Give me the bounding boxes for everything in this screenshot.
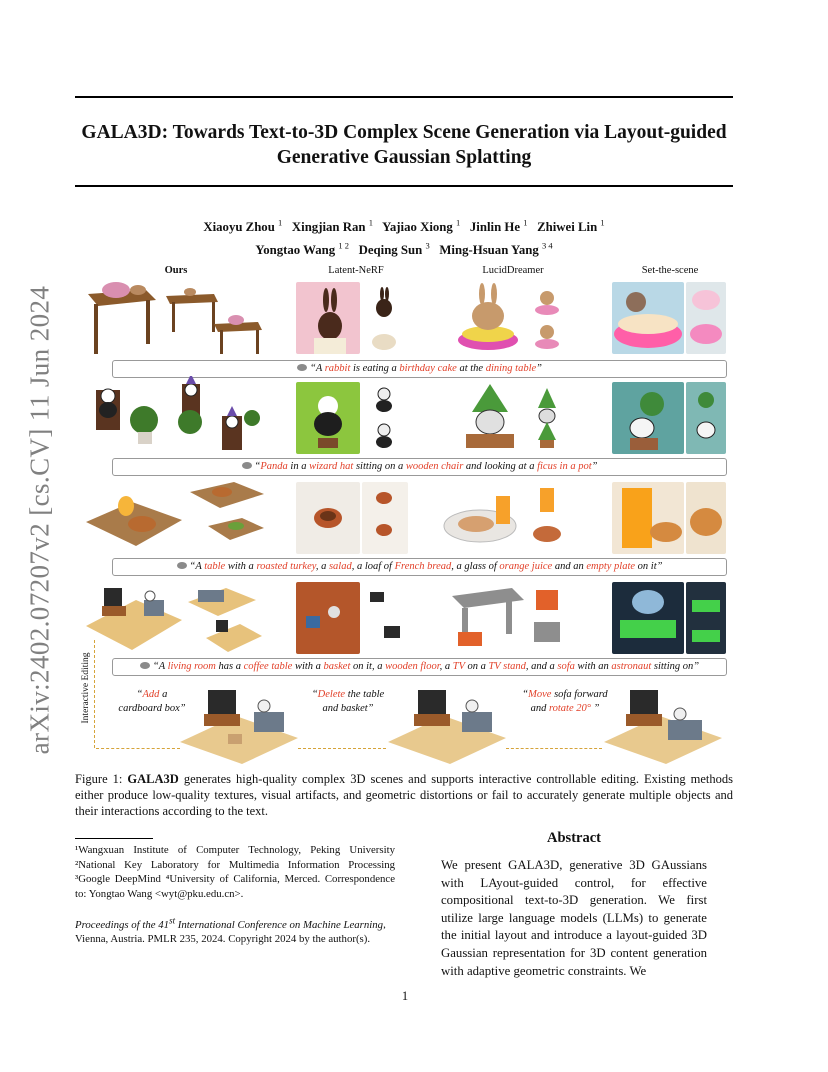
- latent-nerf-food-image-2: [362, 482, 408, 554]
- prompt-caption-panda: “Panda in a wizard hat sitting on a wooden chair and looking at a ficus in a pot”: [112, 458, 727, 476]
- highlighted-term: orange juice: [499, 561, 553, 572]
- author: Xingjian Ran $^1$: [291, 218, 373, 235]
- latent-nerf-living-room-image-1: [296, 582, 360, 654]
- author: Xiaoyu Zhou $^1$: [203, 218, 283, 235]
- page-number: 1: [401, 989, 409, 1003]
- abstract-text: We present GALA3D, generative 3D GAussians with LAyout-guided control, for effective compositional text-to-3D generation. We first utilize large language models (LLMs) to generate the initial layout and introduce a layout-guided 3D Gaussian representation for 3D content generation with adaptive geometric constraints. We: [441, 858, 707, 978]
- highlighted-term: rotate: [548, 703, 574, 714]
- edit-instruction-delete: “Delete the table and basket”: [311, 689, 385, 714]
- abstract-heading: Abstract: [547, 830, 601, 846]
- speech-bubble-icon: [177, 562, 187, 569]
- column-header-latent-nerf: Latent-NeRF: [328, 265, 384, 276]
- ours-living-room-scene-image: [86, 576, 266, 656]
- set-the-scene-panda-image-2: [686, 382, 726, 454]
- luciddreamer-panda-image-2: [530, 382, 564, 454]
- prompt-caption-living-room: “A living room has a coffee table with a basket on it, a wooden floor, a TV on a TV stand, and a sofa with an astronaut sitting on”: [112, 658, 727, 676]
- highlighted-term: TV stand: [488, 661, 526, 672]
- editing-arrow-3: [506, 748, 602, 749]
- proceedings-note: Proceedings of the 41st International Conference on Machine Learning, Vienna, Austria. PMLR 235, 2024. Copyright 2024 by the author(s).: [75, 915, 386, 946]
- author-line-2: [75, 236, 733, 258]
- luciddreamer-panda-image-1: [452, 382, 528, 454]
- top-rule: [75, 96, 733, 98]
- highlighted-term: astronaut: [611, 661, 652, 672]
- highlighted-term: Panda: [260, 461, 288, 472]
- latent-nerf-rabbit-image-1: [296, 282, 360, 354]
- column-header-set-the-scene: Set-the-scene: [641, 265, 699, 276]
- luciddreamer-rabbit-image-1: [452, 282, 528, 354]
- title-line-2: Generative Gaussian Splatting: [276, 147, 532, 168]
- interactive-editing-label: Interactive Editing: [81, 652, 91, 724]
- highlighted-term: Delete: [317, 689, 346, 700]
- highlighted-term: table: [204, 561, 226, 572]
- set-the-scene-food-image-1: [612, 482, 684, 554]
- interactive-editing-bracket: [94, 640, 96, 748]
- editing-arrow-1: [96, 748, 180, 749]
- latent-nerf-food-image-1: [296, 482, 360, 554]
- highlighted-term: wooden chair: [405, 461, 464, 472]
- edit-result-move-sofa-image: [604, 680, 722, 764]
- author-line-1: [75, 214, 733, 236]
- latent-nerf-panda-image-1: [296, 382, 360, 454]
- column-header-luciddreamer: LucidDreamer: [482, 265, 544, 276]
- latent-nerf-rabbit-image-2: [362, 282, 408, 354]
- luciddreamer-living-room-image-2: [530, 582, 564, 654]
- set-the-scene-rabbit-image-1: [612, 282, 684, 354]
- highlighted-term: birthday cake: [399, 363, 457, 374]
- arxiv-stamp: arXiv:2402.07207v2 [cs.CV] 11 Jun 2024: [24, 285, 55, 755]
- highlighted-term: sofa: [557, 661, 575, 672]
- highlighted-term: coffee table: [243, 661, 293, 672]
- highlighted-term: 20°: [576, 703, 591, 714]
- footnote-rule: [75, 838, 153, 839]
- highlighted-term: Add: [142, 689, 160, 700]
- author: Zhiwei Lin $^1$: [537, 218, 605, 235]
- highlighted-term: rabbit: [324, 363, 351, 374]
- title-bottom-rule: [75, 185, 733, 187]
- ours-rabbit-scene-image: [86, 274, 266, 358]
- highlighted-term: wooden floor: [385, 661, 440, 672]
- highlighted-term: basket: [323, 661, 351, 672]
- author-list: [75, 214, 733, 259]
- author: Yongtao Wang $^{1 2}$: [255, 240, 349, 257]
- highlighted-term: French bread: [394, 561, 452, 572]
- luciddreamer-rabbit-image-2: [530, 282, 564, 354]
- title-line-1: GALA3D: Towards Text-to-3D Complex Scene Generation via Layout-guided: [81, 122, 727, 143]
- edit-instruction-add: “Add a cardboard box”: [118, 689, 186, 714]
- figure-caption-bold: GALA3D: [127, 772, 179, 786]
- speech-bubble-icon: [140, 662, 150, 669]
- author: Deqing Sun $^3$: [358, 240, 430, 257]
- figure-caption-label: Figure 1:: [75, 772, 123, 786]
- luciddreamer-living-room-image-1: [448, 582, 528, 654]
- highlighted-term: dining table: [485, 363, 537, 374]
- set-the-scene-panda-image-1: [612, 382, 684, 454]
- author: Ming-Hsuan Yang $^{3 4}$: [439, 240, 553, 257]
- highlighted-term: ficus in a pot: [537, 461, 592, 472]
- column-header-ours: Ours: [164, 265, 188, 276]
- affiliations-footnote: ¹Wangxuan Institute of Computer Technology, Peking University ²National Key Laboratory for Multimedia Information Processing ³Google DeepMind ⁴University of California, Merced. Correspondence to: Yongtao Wang <wyt@pku.edu.cn>.: [75, 844, 395, 900]
- paper-title: [75, 120, 733, 170]
- set-the-scene-rabbit-image-2: [686, 282, 726, 354]
- latent-nerf-living-room-image-2: [362, 582, 408, 654]
- highlighted-term: wizard hat: [309, 461, 354, 472]
- author: Yajiao Xiong $^1$: [382, 218, 461, 235]
- editing-arrow-2: [298, 748, 386, 749]
- set-the-scene-food-image-2: [686, 482, 726, 554]
- ours-food-table-scene-image: [86, 476, 266, 556]
- ours-panda-scene-image: [86, 376, 266, 456]
- author: Jinlin He $^1$: [469, 218, 528, 235]
- prompt-caption-rabbit: “A rabbit is eating a birthday cake at the dining table”: [112, 360, 727, 378]
- set-the-scene-living-room-image-1: [612, 582, 684, 654]
- highlighted-term: Move: [528, 689, 552, 700]
- highlighted-term: living room: [167, 661, 216, 672]
- latent-nerf-panda-image-2: [362, 382, 408, 454]
- prompt-caption-food-table: “A table with a roasted turkey, a salad, a loaf of French bread, a glass of orange juice and an empty plate on it”: [112, 558, 727, 576]
- speech-bubble-icon: [242, 462, 252, 469]
- figure-caption-text: generates high-quality complex 3D scenes and supports interactive controllable editing. Existing methods either produce low-quality textures, visual artifacts, and geometric distortions or fail to accurately generate multiple objects and their interactions according to the text.: [75, 772, 734, 818]
- figure-caption: [75, 771, 733, 819]
- highlighted-term: TV: [452, 661, 465, 672]
- highlighted-term: salad: [328, 561, 352, 572]
- set-the-scene-living-room-image-2: [686, 582, 726, 654]
- luciddreamer-food-image-2: [530, 482, 564, 554]
- highlighted-term: roasted turkey: [256, 561, 316, 572]
- edit-result-add-box-image: [180, 680, 298, 764]
- edit-instruction-move: “Move sofa forward and rotate 20° ”: [522, 689, 608, 714]
- speech-bubble-icon: [297, 364, 307, 371]
- highlighted-term: empty plate: [586, 561, 636, 572]
- luciddreamer-food-image-1: [440, 482, 526, 554]
- edit-result-delete-table-image: [388, 680, 506, 764]
